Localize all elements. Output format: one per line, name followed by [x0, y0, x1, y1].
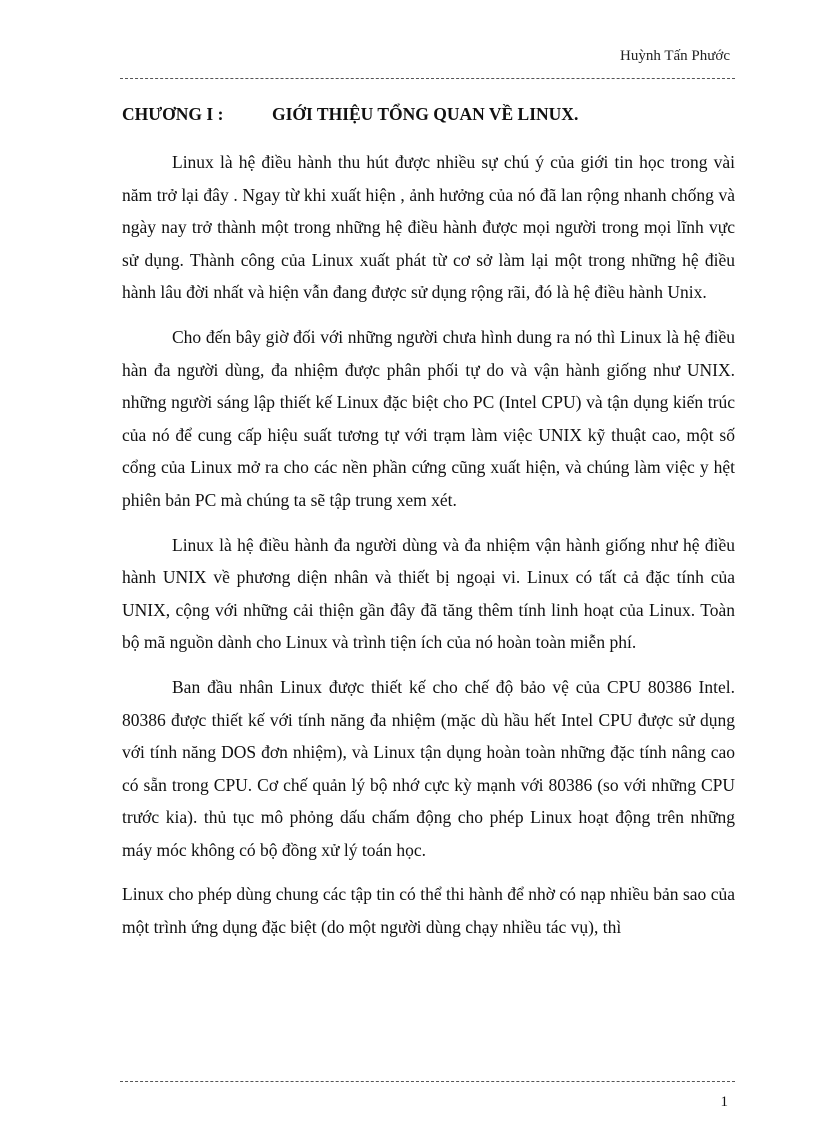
- paragraph-5: Linux cho phép dùng chung các tập tin có thể thi hành để nhờ có nạp nhiều bản sao của một trình ứng dụng đặc biệt (do một người dùng chạy nhiều tác vụ), thì: [122, 884, 735, 938]
- paragraph-3: Linux là hệ điều hành đa người dùng và đa nhiệm vận hành giống như hệ điều hành UNIX về phương diện nhân và thiết bị ngoại vi. Linux có tất cả đặc tính của UNIX, cộng với những cải thiện gần đây đã tăng thêm tính linh hoạt của Linux. Toàn bộ mã nguồn dành cho Linux và trình tiện ích của nó hoàn toàn miễn phí.: [122, 534, 735, 653]
- page-content: [122, 96, 735, 956]
- chapter-number: CHƯƠNG I :: [122, 104, 224, 124]
- chapter-heading: [122, 96, 735, 132]
- header-author: Huỳnh Tấn Phước: [620, 48, 730, 64]
- page-number: 1: [720, 1094, 728, 1110]
- header-divider: [120, 78, 735, 79]
- paragraph-4: Ban đầu nhân Linux được thiết kế cho chế độ bảo vệ của CPU 80386 Intel. 80386 được thiết kế với tính năng đa nhiệm (mặc dù hầu hết Intel CPU được sử dụng với tính năng DOS đơn nhiệm), và Linux tận dụng hoàn toàn những đặc tính nâng cao có sẵn trong CPU. Cơ chế quản lý bộ nhớ cực kỳ mạnh với 80386 (so với những CPU trước kia). thủ tục mô phỏng dấu chấm động cho phép Linux hoạt động trên những máy móc không có bộ đồng xử lý toán học.: [122, 676, 735, 860]
- chapter-title: GIỚI THIỆU TỔNG QUAN VỀ LINUX.: [272, 104, 579, 124]
- footer-divider: [120, 1081, 735, 1082]
- paragraph-2: Cho đến bây giờ đối với những người chưa hình dung ra nó thì Linux là hệ điều hàn đa người dùng, đa nhiệm được phân phối tự do và vận hành giống như UNIX. những người sáng lập thiết kế Linux đặc biệt cho PC (Intel CPU) và tận dụng kiến trúc của nó để cung cấp hiệu suất tương tự với trạm làm việc UNIX kỹ thuật cao, một số cổng của Linux mở ra cho các nền phần cứng cũng xuất hiện, và chúng làm việc y hệt phiên bản PC mà chúng ta sẽ tập trung xem xét.: [122, 326, 735, 510]
- paragraph-1: Linux là hệ điều hành thu hút được nhiều sự chú ý của giới tin học trong vài năm trở lại đây . Ngay từ khi xuất hiện , ảnh hưởng của nó đã lan rộng nhanh chống và ngày nay trở thành một trong những hệ điều hành được mọi người trong mọi lĩnh vực sử dụng. Thành công của Linux xuất phát từ cơ sở làm lại một trong những hệ điều hành lâu đời nhất và hiện vẫn đang được sử dụng rộng rãi, đó là hệ điều hành Unix.: [122, 152, 735, 303]
